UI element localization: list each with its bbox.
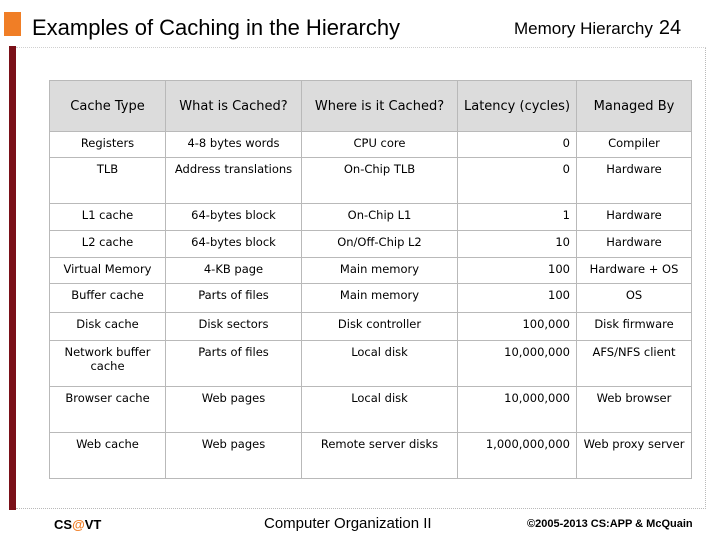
cell-cache-type: L1 cache	[50, 204, 166, 231]
cell-what-cached: 64-bytes block	[166, 231, 302, 258]
cell-what-cached: 4-8 bytes words	[166, 132, 302, 158]
header-cache-type: Cache Type	[50, 81, 166, 132]
table-header-row	[50, 81, 692, 132]
cell-cache-type: Network buffer cache	[50, 341, 166, 387]
cell-cache-type: L2 cache	[50, 231, 166, 258]
cell-managed-by: Compiler	[577, 132, 692, 158]
cell-what-cached: 64-bytes block	[166, 204, 302, 231]
footer-course-tag	[54, 517, 101, 532]
cell-latency: 10	[458, 231, 577, 258]
table-row	[50, 433, 692, 479]
content-bottom-border	[16, 508, 706, 509]
header-latency: Latency (cycles)	[458, 81, 577, 132]
caching-examples-table	[49, 80, 692, 479]
footer-at: @	[72, 517, 85, 532]
footer-course-name: Computer Organization II	[264, 515, 432, 532]
cell-cache-type: Web cache	[50, 433, 166, 479]
cell-managed-by: Web browser	[577, 387, 692, 433]
cell-latency: 0	[458, 158, 577, 204]
cell-managed-by: AFS/NFS client	[577, 341, 692, 387]
cell-where-cached: On/Off-Chip L2	[302, 231, 458, 258]
cell-where-cached: Remote server disks	[302, 433, 458, 479]
header-managed-by: Managed By	[577, 81, 692, 132]
title-accent-square	[4, 12, 21, 36]
cell-managed-by: Disk firmware	[577, 313, 692, 341]
cell-managed-by: Hardware	[577, 204, 692, 231]
cell-cache-type: Disk cache	[50, 313, 166, 341]
cell-latency: 10,000,000	[458, 341, 577, 387]
cell-what-cached: Parts of files	[166, 284, 302, 313]
cell-what-cached: Web pages	[166, 433, 302, 479]
cell-managed-by: Hardware	[577, 231, 692, 258]
cell-cache-type: Browser cache	[50, 387, 166, 433]
cell-where-cached: Local disk	[302, 341, 458, 387]
cell-latency: 1,000,000,000	[458, 433, 577, 479]
cell-managed-by: Hardware	[577, 158, 692, 204]
cell-cache-type: Virtual Memory	[50, 258, 166, 284]
cell-latency: 100	[458, 258, 577, 284]
cell-latency: 10,000,000	[458, 387, 577, 433]
table-row	[50, 204, 692, 231]
table-row	[50, 341, 692, 387]
cell-cache-type: TLB	[50, 158, 166, 204]
content-right-border	[705, 48, 706, 509]
cell-latency: 0	[458, 132, 577, 158]
cell-where-cached: CPU core	[302, 132, 458, 158]
cell-where-cached: On-Chip L1	[302, 204, 458, 231]
table-row	[50, 284, 692, 313]
table-row	[50, 258, 692, 284]
cell-latency: 1	[458, 204, 577, 231]
sidebar-accent-bar	[9, 46, 16, 510]
footer-cs: CS	[54, 517, 73, 532]
table-row	[50, 313, 692, 341]
slide-title: Examples of Caching in the Hierarchy	[32, 15, 401, 40]
cell-what-cached: Web pages	[166, 387, 302, 433]
cell-where-cached: Local disk	[302, 387, 458, 433]
header-what-is-cached: What is Cached?	[166, 81, 302, 132]
cell-where-cached: Main memory	[302, 284, 458, 313]
page-number: 24	[658, 17, 682, 39]
cell-where-cached: Disk controller	[302, 313, 458, 341]
cell-what-cached: 4-KB page	[166, 258, 302, 284]
cell-managed-by: Web proxy server	[577, 433, 692, 479]
cell-what-cached: Parts of files	[166, 341, 302, 387]
cell-where-cached: On-Chip TLB	[302, 158, 458, 204]
cell-latency: 100	[458, 284, 577, 313]
header-where-is-it-cached: Where is it Cached?	[302, 81, 458, 132]
cell-what-cached: Disk sectors	[166, 313, 302, 341]
cell-latency: 100,000	[458, 313, 577, 341]
section-name: Memory Hierarchy	[514, 19, 653, 38]
slide-section-header	[514, 15, 681, 42]
table-row	[50, 132, 692, 158]
table-row	[50, 231, 692, 258]
table-row	[50, 387, 692, 433]
footer-vt: VT	[84, 517, 102, 532]
content-top-border	[16, 47, 706, 48]
cell-cache-type: Registers	[50, 132, 166, 158]
cell-managed-by: OS	[577, 284, 692, 313]
cell-managed-by: Hardware + OS	[577, 258, 692, 284]
cell-where-cached: Main memory	[302, 258, 458, 284]
cell-what-cached: Address translations	[166, 158, 302, 204]
cell-cache-type: Buffer cache	[50, 284, 166, 313]
footer-copyright: ©2005-2013 CS:APP & McQuain	[527, 518, 693, 530]
table-row	[50, 158, 692, 204]
